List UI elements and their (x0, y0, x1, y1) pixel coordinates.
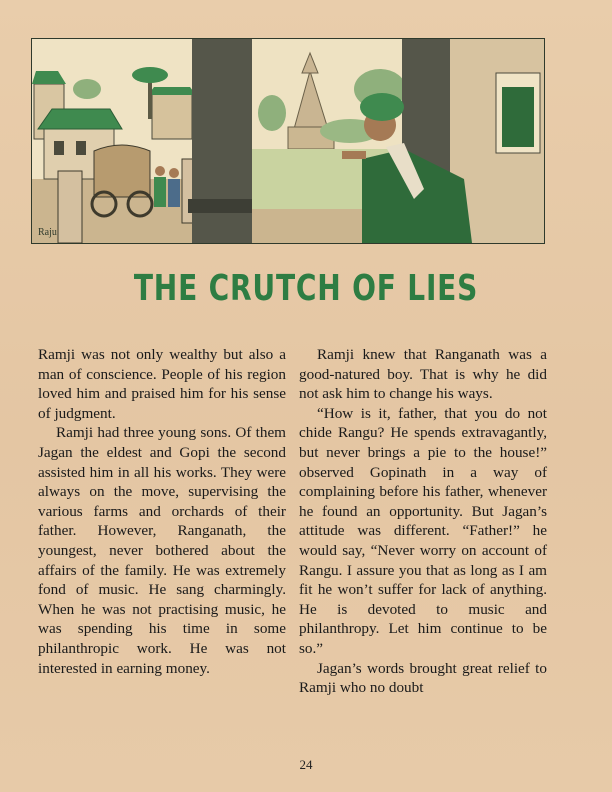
paragraph: “How is it, father, that you do not chide Rangu? He spends extravagantly, but never brings a pie to the house!” observed Gopinath in a way of complaining before his father, whenever he found an opportunity. But Jagan’s attitude was different. “Father!” he would say, “Never worry on account of Rangu. I assure you that as long as I am fit he won’t suffer for lack of anything. He is devoted to music and philanthropy. Let him continue to be so.” (299, 404, 547, 657)
paragraph: Ramji knew that Ranganath was a good-natured boy. That is why he did not ask him to change his ways. (299, 346, 547, 403)
artist-signature: Raju (38, 227, 57, 238)
story-illustration (31, 38, 545, 244)
paragraph: Ramji was not only wealthy but also a man of conscience. People of his region loved him and praised him for his sense of judgment. (38, 346, 286, 422)
left-column (38, 345, 286, 678)
page-number: 24 (299, 757, 313, 772)
paragraph: Jagan’s words brought great relief to Ramji who no doubt (299, 659, 547, 697)
right-column (299, 345, 547, 698)
story-title: THE CRUTCH OF LIES (133, 268, 479, 309)
window (502, 87, 534, 147)
paragraph: Ramji had three young sons. Of them Jagan the eldest and Gopi the second assisted him in all his works. They were always on the move, supervising the various farms and orchards of their father. However, Ranganath, the youngest, never bothered about the affairs of the family. He was extremely fond of music. He sang charmingly. When he was not practising music, he was spending his time in some philanthropic work. He was not interested in earning money. (38, 424, 286, 677)
